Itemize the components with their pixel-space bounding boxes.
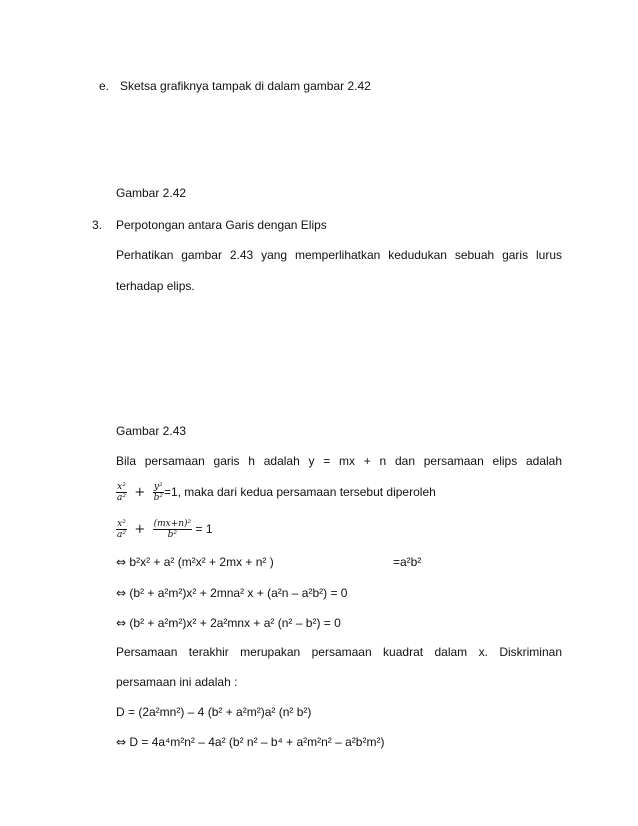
item-e-text: Sketsa grafiknya tampak di dalam gambar 2.42: [120, 79, 371, 93]
step-1-right: =a²b²: [393, 555, 422, 569]
frac-numerator: y²: [153, 482, 163, 493]
figure-caption-2-43: Gambar 2.43: [116, 424, 187, 438]
list-marker-e: e.: [99, 79, 110, 93]
equation-rest: = 1: [192, 522, 213, 536]
frac-denominator: a²: [117, 493, 126, 504]
discriminant-expanded-text: D = 4a⁴m²n² – 4a² (b² n² – b⁴ + a²m²n² – a²b²m²): [126, 735, 385, 749]
figure-caption-2-42: Gambar 2.42: [116, 186, 187, 200]
equation-rest: =1, maka dari kedua persamaan tersebut diperoleh: [163, 485, 436, 499]
figure-2-42-area: [116, 100, 566, 180]
frac-numerator: x²: [117, 482, 126, 493]
paragraph-2-line-2: persamaan ini adalah :: [116, 675, 238, 689]
frac-denominator: a²: [117, 530, 126, 541]
discriminant-line: D = (2a²mn²) – 4 (b² + a²m²)a² (n² b²): [116, 705, 312, 719]
fraction-x2-a2: [116, 519, 127, 540]
step-2: [116, 586, 347, 600]
iff-symbol: ⇔: [116, 735, 127, 749]
frac-numerator: (mx+n)²: [153, 519, 192, 530]
fraction-y2-b2: [153, 482, 164, 503]
frac-numerator: x²: [117, 519, 126, 530]
step-1-left: b²x² + a² (m²x² + 2mx + n² ): [126, 555, 274, 569]
frac-denominator: b²: [167, 530, 178, 541]
iff-symbol: ⇔: [116, 616, 127, 630]
section-number: 3.: [92, 218, 103, 232]
paragraph-line-2: terhadap elips.: [116, 279, 195, 293]
figure-2-43-area: [116, 300, 566, 410]
iff-symbol: ⇔: [116, 586, 127, 600]
paragraph-line-1: Perhatikan gambar 2.43 yang memperlihatkan kedudukan sebuah garis lurus: [116, 248, 562, 262]
step-1: [116, 555, 274, 569]
step-3-text: (b² + a²m²)x² + 2a²mnx + a² (n² – b²) = 0: [126, 616, 341, 630]
step-3: [116, 616, 341, 630]
section-title: Perpotongan antara Garis dengan Elips: [116, 218, 327, 232]
iff-symbol: ⇔: [116, 555, 127, 569]
step-2-text: (b² + a²m²)x² + 2mna² x + (a²n – a²b²) = 0: [126, 586, 348, 600]
plus-sign: +: [134, 521, 146, 537]
paragraph-bila: Bila persamaan garis h adalah y = mx + n dan persamaan elips adalah: [116, 454, 562, 468]
fraction-x2-a2: [116, 482, 127, 503]
equation-substituted: [116, 514, 213, 544]
paragraph-2-line-1: Persamaan terakhir merupakan persamaan kuadrat dalam x. Diskriminan: [116, 645, 562, 659]
fraction-mxn-b2: [153, 519, 193, 540]
equation-ellipse: [116, 477, 436, 507]
plus-sign: +: [134, 484, 146, 500]
frac-denominator: b²: [153, 493, 163, 504]
discriminant-expanded: [116, 735, 384, 749]
